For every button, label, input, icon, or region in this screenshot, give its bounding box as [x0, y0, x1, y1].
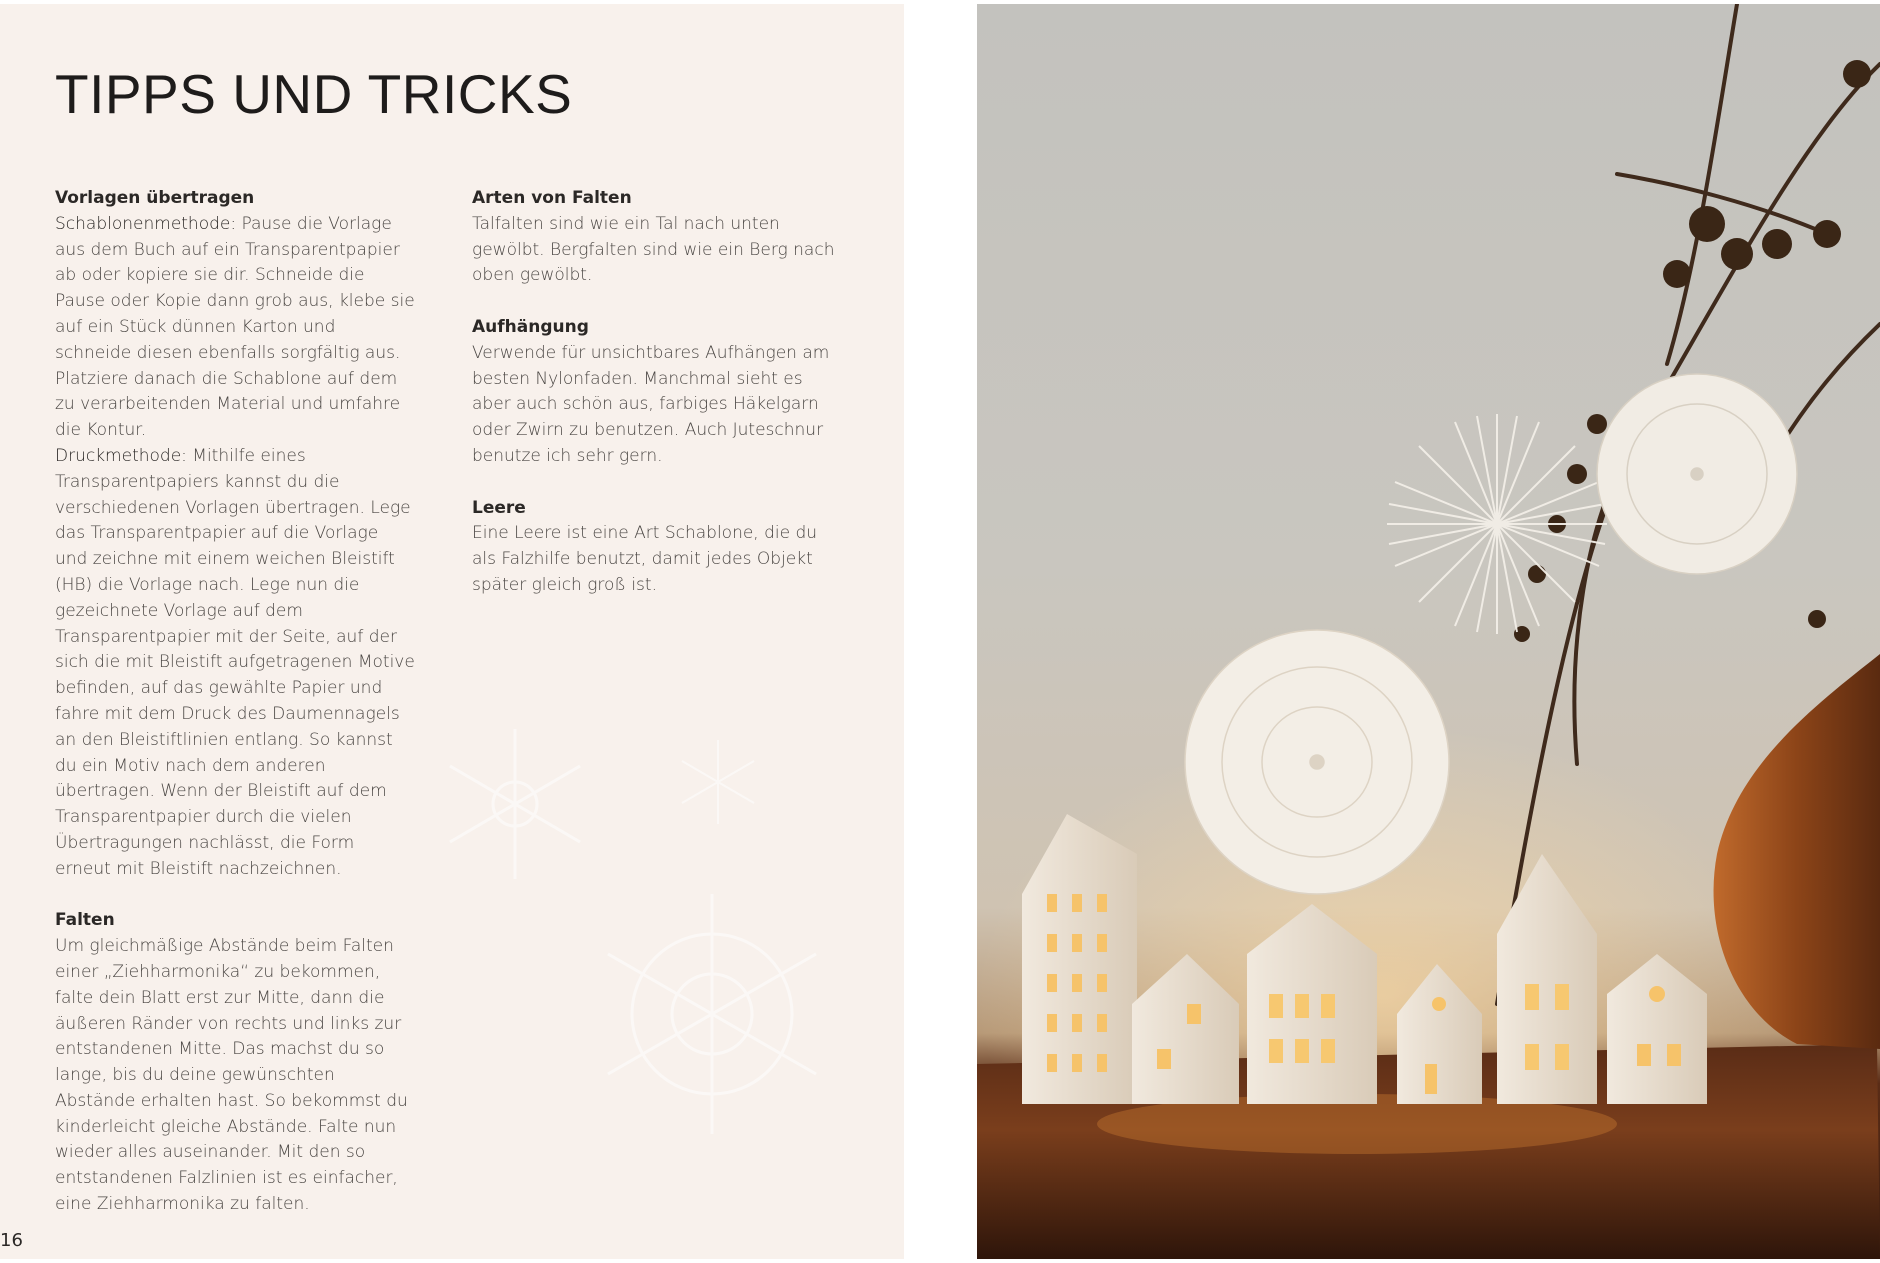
right-page-photo — [977, 4, 1880, 1259]
paragraph-text: Mithilfe eines Transparentpapiers kannst du die verschiedenen Vorlagen übertragen. Lege das Transparentpapier auf die Vorlage und zeichne mit einem weichen Bleistift (HB) die Vorlage nach. Lege nun die gezeichnete Vorlage auf dem Transparentpapier mit der Seite, auf der sich die mit Bleistift aufgetragenen Motive befinden, auf das gewählte Papier und fahre mit dem Druck des Daumennagels an den Bleistiftlinien entlang. So kannst du ein Motiv nach dem anderen übertragen. Wenn der Bleistift auf dem Transparentpapier durch die vielen Übertragungen nachlässt, die Form erneut mit Bleistift nachzeichnen. — [55, 445, 415, 879]
section-vorlagen — [55, 186, 415, 883]
right-text-column — [472, 186, 842, 625]
section-falten — [55, 908, 415, 1218]
section-paragraph: Talfalten sind wie ein Tal nach unten gewölbt. Bergfalten sind wie ein Berg nach oben gewölbt. — [472, 213, 835, 286]
photo-illustration — [977, 4, 1880, 1259]
section-heading: Falten — [55, 910, 115, 931]
paragraph-lead: Schablonenmethode: — [55, 213, 237, 234]
section-paragraph: Eine Leere ist eine Art Schablone, die du als Falzhilfe benutzt, damit jedes Objekt später gleich groß ist. — [472, 523, 818, 595]
section-leere — [472, 496, 842, 599]
paper-star-rosette-top — [1597, 374, 1797, 574]
left-page — [0, 4, 904, 1259]
page-number: 16 — [0, 1230, 23, 1251]
section-paragraph — [55, 212, 415, 444]
section-heading: Aufhängung — [472, 316, 589, 337]
section-arten — [472, 186, 842, 289]
paragraph-lead: Druckmethode: — [55, 445, 187, 466]
paragraph-text: Pause die Vorlage aus dem Buch auf ein Transparentpapier ab oder kopiere sie dir. Schneide die Pause oder Kopie dann grob aus, klebe sie auf ein Stück dünnen Karton und schneide diesen ebenfalls sorgfältig aus. Platziere danach die Schablone auf dem zu verarbeitenden Material und umfahre die Kontur. — [55, 213, 415, 441]
left-text-column — [55, 186, 415, 1244]
page-title: TIPPS UND TRICKS — [55, 63, 573, 125]
section-paragraph: Um gleichmäßige Abstände beim Falten einer „Ziehharmonika“ zu bekommen, falte dein Blatt erst zur Mitte, dann die äußeren Ränder von rechts und links zur entstandenen Mitte. Das machst du so lange, bis du deine gewünschten Abstände erhalten hast. So bekommst du kinderleicht gleiche Abstände. Falte nun wieder alles auseinander. Mit den so entstandenen Falzlinien ist es einfacher, eine Ziehharmonika zu falten. — [55, 936, 408, 1215]
section-aufhaengung — [472, 315, 842, 470]
paper-star-spiky — [1387, 414, 1607, 634]
section-paragraph — [55, 444, 415, 883]
section-heading: Arten von Falten — [472, 188, 632, 208]
section-heading: Leere — [472, 497, 526, 518]
section-heading: Vorlagen übertragen — [55, 188, 255, 208]
paper-star-rosette-large — [1185, 630, 1449, 894]
section-paragraph: Verwende für unsichtbares Aufhängen am besten Nylonfaden. Manchmal sieht es aber auch schön aus, farbiges Häkelgarn oder Zwirn zu benutzen. Auch Juteschnur benutze ich sehr gern. — [472, 342, 830, 466]
